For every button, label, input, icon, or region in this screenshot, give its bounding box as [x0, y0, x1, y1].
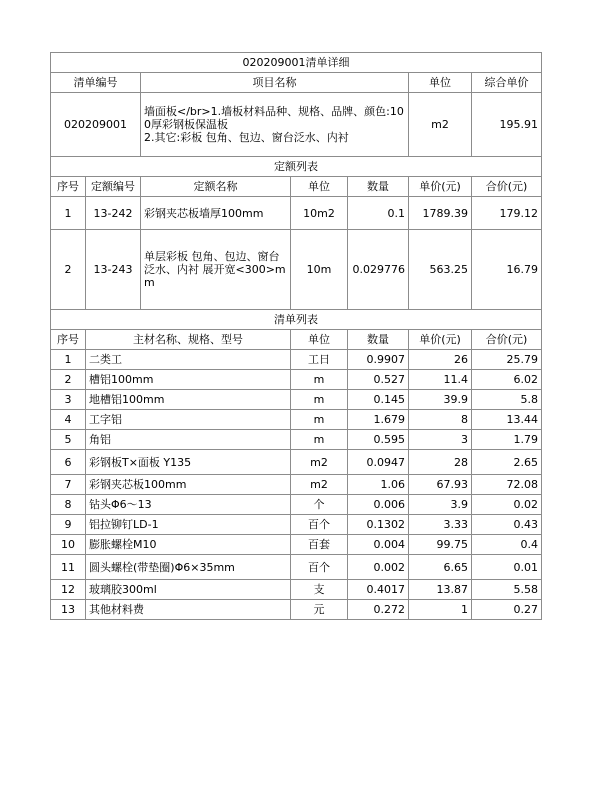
quota-row	[51, 230, 542, 310]
quota-unit: 10m2	[291, 197, 348, 230]
material-header-name: 主材名称、规格、型号	[86, 330, 291, 350]
header-unit: 单位	[409, 73, 472, 93]
material-total: 25.79	[472, 350, 542, 370]
material-name: 彩钢板T×面板 Y135	[86, 450, 291, 475]
quota-header-qty: 数量	[348, 177, 409, 197]
quota-header-name: 定额名称	[141, 177, 291, 197]
material-price: 28	[409, 450, 472, 475]
material-qty: 0.527	[348, 370, 409, 390]
bill-code: 020209001	[51, 93, 141, 157]
quota-total: 179.12	[472, 197, 542, 230]
material-row	[51, 390, 542, 410]
material-header-row	[51, 330, 542, 350]
material-price: 26	[409, 350, 472, 370]
header-item-name: 项目名称	[141, 73, 409, 93]
material-row	[51, 370, 542, 390]
material-seq: 6	[51, 450, 86, 475]
material-name: 钻头Φ6～13	[86, 495, 291, 515]
material-total: 5.58	[472, 580, 542, 600]
material-header-total: 合价(元)	[472, 330, 542, 350]
material-row	[51, 495, 542, 515]
bill-item-name-line: 2.其它:彩板 包角、包边、窗台泛水、内衬	[144, 131, 349, 144]
quota-name: 彩钢夹芯板墙厚100mm	[141, 197, 291, 230]
material-header-seq: 序号	[51, 330, 86, 350]
material-seq: 2	[51, 370, 86, 390]
quota-header-unit: 单位	[291, 177, 348, 197]
material-unit: 支	[291, 580, 348, 600]
material-qty: 0.002	[348, 555, 409, 580]
material-total: 1.79	[472, 430, 542, 450]
material-row	[51, 555, 542, 580]
material-price: 13.87	[409, 580, 472, 600]
quota-header-total: 合价(元)	[472, 177, 542, 197]
quota-code: 13-242	[86, 197, 141, 230]
material-qty: 1.06	[348, 475, 409, 495]
quota-code: 13-243	[86, 230, 141, 310]
material-seq: 3	[51, 390, 86, 410]
material-name: 铝拉铆钉LD-1	[86, 515, 291, 535]
material-unit: m2	[291, 475, 348, 495]
material-qty: 0.004	[348, 535, 409, 555]
material-row	[51, 450, 542, 475]
material-seq: 4	[51, 410, 86, 430]
material-total: 72.08	[472, 475, 542, 495]
material-seq: 11	[51, 555, 86, 580]
material-total: 0.43	[472, 515, 542, 535]
material-name: 膨胀螺栓M10	[86, 535, 291, 555]
material-total: 5.8	[472, 390, 542, 410]
material-price: 39.9	[409, 390, 472, 410]
material-unit: m2	[291, 450, 348, 475]
material-price: 99.75	[409, 535, 472, 555]
material-header-unit: 单位	[291, 330, 348, 350]
bill-row	[51, 93, 542, 157]
quota-seq: 2	[51, 230, 86, 310]
material-unit: m	[291, 430, 348, 450]
material-total: 6.02	[472, 370, 542, 390]
material-name: 角铝	[86, 430, 291, 450]
material-seq: 10	[51, 535, 86, 555]
material-section-title: 清单列表	[51, 310, 542, 330]
quota-qty: 0.1	[348, 197, 409, 230]
material-unit: 个	[291, 495, 348, 515]
material-total: 0.27	[472, 600, 542, 620]
bill-item-name	[141, 93, 409, 157]
material-unit: m	[291, 370, 348, 390]
material-price: 3.9	[409, 495, 472, 515]
material-price: 8	[409, 410, 472, 430]
material-row	[51, 350, 542, 370]
material-price: 11.4	[409, 370, 472, 390]
material-unit: 元	[291, 600, 348, 620]
header-unit-price: 综合单价	[472, 73, 542, 93]
quota-header-code: 定额编号	[86, 177, 141, 197]
material-unit: 百个	[291, 555, 348, 580]
material-qty: 0.1302	[348, 515, 409, 535]
material-qty: 0.145	[348, 390, 409, 410]
material-row	[51, 430, 542, 450]
header-bill-code: 清单编号	[51, 73, 141, 93]
material-unit: m	[291, 390, 348, 410]
material-row	[51, 475, 542, 495]
material-qty: 1.679	[348, 410, 409, 430]
material-header-price: 单价(元)	[409, 330, 472, 350]
material-total: 2.65	[472, 450, 542, 475]
material-seq: 9	[51, 515, 86, 535]
material-total: 0.4	[472, 535, 542, 555]
material-qty: 0.0947	[348, 450, 409, 475]
material-price: 67.93	[409, 475, 472, 495]
quota-qty: 0.029776	[348, 230, 409, 310]
bill-unit: m2	[409, 93, 472, 157]
quota-price: 1789.39	[409, 197, 472, 230]
material-name: 其他材料费	[86, 600, 291, 620]
material-seq: 5	[51, 430, 86, 450]
material-price: 1	[409, 600, 472, 620]
quota-header-seq: 序号	[51, 177, 86, 197]
material-row	[51, 580, 542, 600]
material-name: 工字铝	[86, 410, 291, 430]
material-row	[51, 410, 542, 430]
material-total: 0.01	[472, 555, 542, 580]
material-price: 3.33	[409, 515, 472, 535]
bill-unit-price: 195.91	[472, 93, 542, 157]
material-seq: 8	[51, 495, 86, 515]
material-price: 3	[409, 430, 472, 450]
material-name: 二类工	[86, 350, 291, 370]
material-price: 6.65	[409, 555, 472, 580]
quota-section-title: 定额列表	[51, 157, 542, 177]
material-name: 槽铝100mm	[86, 370, 291, 390]
material-seq: 1	[51, 350, 86, 370]
material-unit: 百套	[291, 535, 348, 555]
material-qty: 0.4017	[348, 580, 409, 600]
material-qty: 0.9907	[348, 350, 409, 370]
material-seq: 12	[51, 580, 86, 600]
bill-item-name-line: 墙面板</br>1.墙板材料品种、规格、品牌、颜色:100厚彩钢板保温板	[144, 105, 404, 131]
material-row	[51, 535, 542, 555]
material-name: 地槽铝100mm	[86, 390, 291, 410]
material-seq: 13	[51, 600, 86, 620]
material-row	[51, 600, 542, 620]
material-qty: 0.595	[348, 430, 409, 450]
quota-header-row	[51, 177, 542, 197]
quota-seq: 1	[51, 197, 86, 230]
material-seq: 7	[51, 475, 86, 495]
material-name: 圆头螺栓(带垫圈)Φ6×35mm	[86, 555, 291, 580]
quota-price: 563.25	[409, 230, 472, 310]
material-unit: 工日	[291, 350, 348, 370]
material-total: 0.02	[472, 495, 542, 515]
material-unit: m	[291, 410, 348, 430]
material-qty: 0.006	[348, 495, 409, 515]
quota-unit: 10m	[291, 230, 348, 310]
bill-detail-table	[50, 52, 542, 620]
table-title: 020209001清单详细	[51, 53, 542, 73]
quota-row	[51, 197, 542, 230]
material-name: 彩钢夹芯板100mm	[86, 475, 291, 495]
material-qty: 0.272	[348, 600, 409, 620]
material-unit: 百个	[291, 515, 348, 535]
material-name: 玻璃胶300ml	[86, 580, 291, 600]
bill-header-row	[51, 73, 542, 93]
quota-header-price: 单价(元)	[409, 177, 472, 197]
quota-total: 16.79	[472, 230, 542, 310]
material-total: 13.44	[472, 410, 542, 430]
quota-name: 单层彩板 包角、包边、窗台泛水、内衬 展开宽<300>mm	[141, 230, 291, 310]
material-row	[51, 515, 542, 535]
material-header-qty: 数量	[348, 330, 409, 350]
